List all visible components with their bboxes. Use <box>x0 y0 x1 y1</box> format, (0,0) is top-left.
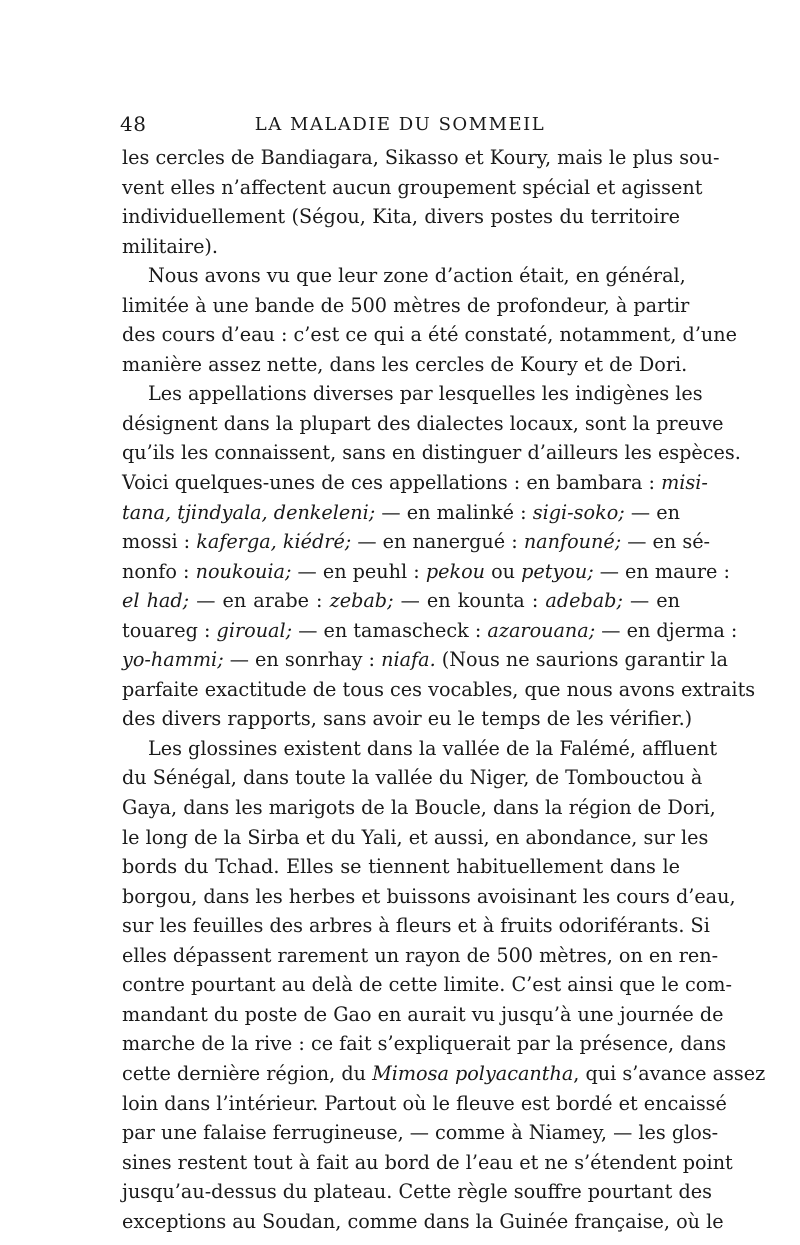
text-line <box>122 852 680 882</box>
text-run: — en <box>622 589 680 613</box>
text-line <box>122 173 703 203</box>
italic-term: misi- <box>661 471 708 495</box>
running-head: LA MALADIE DU SOMMEIL <box>254 114 546 135</box>
italic-term: adebab; <box>545 589 623 613</box>
text-run: marche de la rive : ce fait s’expliquerait par la présence, dans <box>122 1032 727 1056</box>
italic-term: Mimosa polyacantha <box>372 1061 574 1085</box>
italic-term: niafa. <box>381 648 436 672</box>
italic-term: giroual; <box>216 618 293 642</box>
text-line <box>122 143 720 173</box>
page-number: 48 <box>120 112 147 136</box>
text-run: vent elles n’affectent aucun groupement spécial et agissent <box>122 175 703 199</box>
text-line <box>122 1000 724 1030</box>
text-run: Nous avons vu que leur zone d’action était, en général, <box>148 264 686 288</box>
text-run: exceptions au Soudan, comme dans la Guinée française, où le <box>122 1209 724 1233</box>
text-run: militaire). <box>122 234 219 258</box>
text-run: Les glossines existent dans la vallée de la Falémé, affluent <box>148 736 718 760</box>
text-run: mandant du poste de Gao en aurait vu jusqu’à une journée de <box>122 1002 724 1026</box>
italic-term: noukouia; <box>195 559 292 583</box>
text-run: — en malinké : <box>375 500 533 524</box>
text-line <box>122 1118 719 1148</box>
text-run: sines restent tout à fait au bord de l’eau et ne s’étendent point <box>122 1150 733 1174</box>
text-line <box>122 645 728 675</box>
text-run: cette dernière région, du <box>122 1061 373 1085</box>
text-run: — en maure : <box>593 559 730 583</box>
italic-term: sigi-soko; <box>532 500 625 524</box>
italic-term: kaferga, kiédré; <box>196 530 352 554</box>
italic-term: el had; <box>122 589 190 613</box>
text-line <box>122 675 756 705</box>
text-line <box>122 911 710 941</box>
text-line <box>122 734 718 764</box>
text-run: les cercles de Bandiagara, Sikasso et Koury, mais le plus sou- <box>122 146 720 169</box>
text-line <box>122 793 716 823</box>
text-run: sur les feuilles des arbres à fleurs et à fruits odoriférants. Si <box>122 914 710 938</box>
text-run: des divers rapports, sans avoir eu le temps de les vérifier.) <box>122 707 693 731</box>
body-text <box>122 143 766 1236</box>
italic-term: azarouana; <box>487 618 596 642</box>
text-line <box>122 1177 712 1207</box>
text-run: — en arabe : <box>189 589 330 613</box>
text-line <box>122 232 680 262</box>
text-line <box>122 557 730 587</box>
text-run: — en sonrhay : <box>223 648 382 672</box>
text-line <box>122 970 732 1000</box>
text-line <box>122 1059 766 1089</box>
text-line <box>122 291 690 321</box>
text-run: elles dépassent rarement un rayon de 500 mètres, on en ren- <box>122 943 719 967</box>
text-run: des cours d’eau : c’est ce qui a été constaté, notamment, d’une <box>122 323 737 347</box>
text-run: , qui s’avance assez <box>573 1061 766 1085</box>
text-line <box>122 586 680 616</box>
text-line <box>122 320 737 350</box>
text-run: (Nous ne saurions garantir la <box>435 648 728 672</box>
text-run: du Sénégal, dans toute la vallée du Niger, de Tombouctou à <box>122 766 703 790</box>
text-line <box>122 350 688 380</box>
italic-term: yo-hammi; <box>122 648 224 672</box>
text-run: — en djerma : <box>595 618 738 642</box>
text-run: — en <box>624 500 680 524</box>
text-run: individuellement (Ségou, Kita, divers postes du territoire <box>122 205 680 229</box>
italic-term: pekou <box>425 559 485 583</box>
text-run: — en peuhl : <box>291 559 426 583</box>
text-run: le long de la Sirba et du Yali, et aussi, en abondance, sur les <box>122 825 709 849</box>
text-run: borgou, dans les herbes et buissons avoisinant les cours d’eau, <box>122 884 736 908</box>
italic-term: nanfouné; <box>523 530 622 554</box>
text-line <box>122 498 680 528</box>
text-run: — en tamascheck : <box>292 618 488 642</box>
text-run: mossi : <box>122 530 197 554</box>
text-line <box>122 468 708 498</box>
text-line <box>122 1207 724 1237</box>
text-run: loin dans l’intérieur. Partout où le fleuve est bordé et encaissé <box>122 1091 727 1115</box>
text-run: qu’ils les connaissent, sans en distinguer d’ailleurs les espèces. <box>122 441 741 465</box>
text-run: limitée à une bande de 500 mètres de profondeur, à partir <box>122 293 690 317</box>
text-line <box>122 763 703 793</box>
text-line <box>122 882 736 912</box>
text-run: nonfo : <box>122 559 196 583</box>
page-header <box>120 112 680 142</box>
text-run: — en kounta : <box>393 589 546 613</box>
text-line <box>122 616 738 646</box>
text-line <box>122 379 703 409</box>
text-run: touareg : <box>122 618 217 642</box>
text-line <box>122 438 741 468</box>
text-run: contre pourtant au delà de cette limite. C’est ainsi que le com- <box>122 973 732 997</box>
italic-term: petyou; <box>521 559 594 583</box>
text-run: bords du Tchad. Elles se tiennent habituellement dans le <box>122 855 680 879</box>
text-line <box>122 527 711 557</box>
text-run: par une falaise ferrugineuse, — comme à Niamey, — les glos- <box>122 1121 719 1145</box>
text-line <box>122 1089 727 1119</box>
text-run: manière assez nette, dans les cercles de Koury et de Dori. <box>122 352 688 376</box>
text-run: désignent dans la plupart des dialectes locaux, sont la preuve <box>122 411 724 435</box>
text-run: Les appellations diverses par lesquelles les indigènes les <box>148 382 703 406</box>
text-run: Voici quelques-unes de ces appellations : en bambara : <box>122 471 662 495</box>
italic-term: tana, tjindyala, denkeleni; <box>122 500 376 524</box>
text-line <box>122 1148 733 1178</box>
text-run: — en sé- <box>621 530 711 554</box>
text-run: jusqu’au-dessus du plateau. Cette règle souffre pourtant des <box>122 1180 712 1204</box>
text-line <box>122 409 724 439</box>
text-line <box>122 823 709 853</box>
text-run: ou <box>485 559 522 583</box>
text-run: — en nanergué : <box>351 530 524 554</box>
text-run: parfaite exactitude de tous ces vocables, que nous avons extraits <box>122 677 756 701</box>
text-line <box>122 202 680 232</box>
text-line <box>122 941 719 971</box>
italic-term: zebab; <box>329 589 394 613</box>
text-line <box>122 261 686 291</box>
text-run: Gaya, dans les marigots de la Boucle, dans la région de Dori, <box>122 796 716 820</box>
text-line <box>122 704 693 734</box>
text-line <box>122 1029 727 1059</box>
